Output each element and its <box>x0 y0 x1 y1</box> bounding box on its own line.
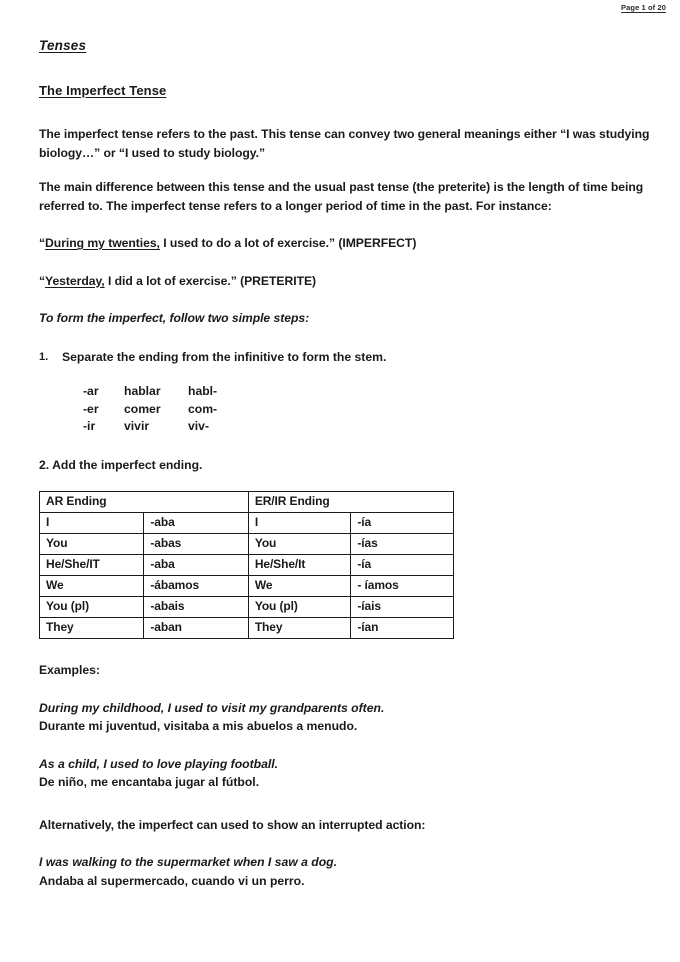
example-spanish: Andaba al supermercado, cuando vi un perro. <box>39 873 305 888</box>
spacer <box>39 436 651 456</box>
spacer <box>39 834 651 853</box>
cell-ar-ending: -aba <box>144 555 248 576</box>
stem-ending: -ar <box>83 384 99 398</box>
cell-erir-pronoun: You (pl) <box>248 597 351 618</box>
cell-erir-ending: -ían <box>351 618 454 639</box>
example-english: During my childhood, I used to visit my grandparents often. <box>39 700 385 715</box>
spacer <box>39 328 651 348</box>
stem-infinitive: hablar <box>124 384 161 398</box>
spacer <box>39 792 651 816</box>
cell-erir-ending: -ía <box>351 513 454 534</box>
spacer <box>39 290 651 309</box>
stem-infinitive: vivir <box>124 419 150 433</box>
paragraph-definition: The imperfect tense refers to the past. This tense can convey two general meanings either “I was studying biology…” or “I used to study biology.” <box>39 127 650 160</box>
cell-ar-pronoun: He/She/IT <box>40 555 144 576</box>
cell-ar-ending: -ábamos <box>144 576 248 597</box>
table-row <box>40 618 454 639</box>
spacer <box>39 99 651 125</box>
example-quote-imperfect <box>39 234 651 253</box>
stem-infinitive: comer <box>124 401 161 416</box>
steps-intro-text: To form the imperfect, follow two simple steps: <box>39 311 310 325</box>
paragraph-difference: The main difference between this tense and the usual past tense (the preterite) is the length of time being referred to. The imperfect tense refers to a longer period of time in the past. For instance: <box>39 180 644 213</box>
cell-erir-ending: - íamos <box>351 576 454 597</box>
table-row <box>40 555 454 576</box>
table-row <box>40 576 454 597</box>
example-quote-preterite <box>39 272 651 291</box>
stem-root: habl- <box>188 384 218 398</box>
quote-remainder: I used to do a lot of exercise.” (IMPERFECT) <box>159 236 417 250</box>
stem-ending: -ir <box>83 419 96 433</box>
stem-examples-block <box>83 383 651 436</box>
page-number-header: Page 1 of 20 <box>621 3 666 12</box>
cell-ar-pronoun: You <box>40 534 144 555</box>
document-content <box>39 38 651 890</box>
quote-open: “ <box>39 236 46 250</box>
quote-open: “ <box>39 273 46 288</box>
table-header-row <box>40 492 454 513</box>
stem-ending: -er <box>83 401 99 416</box>
spacer <box>39 162 651 178</box>
cell-erir-pronoun: He/She/It <box>248 555 351 576</box>
spacer <box>39 215 651 234</box>
spacer <box>39 474 651 491</box>
quote-remainder: I did a lot of exercise.” (PRETERITE) <box>104 273 317 288</box>
page-title: Tenses <box>39 38 87 53</box>
table-row <box>40 513 454 534</box>
cell-erir-ending: -ías <box>351 534 454 555</box>
table-row <box>40 534 454 555</box>
examples-heading: Examples: <box>39 663 100 677</box>
step-text: Separate the ending from the infinitive to form the stem. <box>62 349 387 364</box>
spacer <box>39 639 651 661</box>
cell-ar-pronoun: We <box>40 576 144 597</box>
step-item-2: 2. Add the imperfect ending. <box>39 457 203 472</box>
cell-ar-ending: -abas <box>144 534 248 555</box>
imperfect-endings-table <box>39 491 454 639</box>
cell-ar-ending: -aban <box>144 618 248 639</box>
spacer <box>39 736 651 755</box>
cell-erir-pronoun: We <box>248 576 351 597</box>
spacer <box>39 253 651 272</box>
example-spanish: Durante mi juventud, visitaba a mis abuelos a menudo. <box>39 719 358 733</box>
step-number: 1. <box>39 350 49 363</box>
example-spanish: De niño, me encantaba jugar al fútbol. <box>39 775 260 789</box>
stem-row <box>83 383 651 401</box>
cell-ar-pronoun: You (pl) <box>40 597 144 618</box>
spacer <box>39 366 651 383</box>
section-heading-imperfect-tense: The Imperfect Tense <box>39 83 167 98</box>
quote-underlined-phrase: During my twenties, <box>45 236 160 250</box>
step-item-1 <box>39 348 651 367</box>
cell-erir-pronoun: You <box>248 534 351 555</box>
stem-root: viv- <box>188 419 210 433</box>
cell-ar-pronoun: I <box>40 513 144 534</box>
quote-underlined-phrase: Yesterday, <box>45 273 105 288</box>
cell-ar-ending: -abais <box>144 597 248 618</box>
table-header-ar: AR Ending <box>40 492 249 513</box>
example-english: I was walking to the supermarket when I saw a dog. <box>39 855 337 869</box>
cell-ar-ending: -aba <box>144 513 248 534</box>
cell-erir-ending: -íais <box>351 597 454 618</box>
cell-erir-pronoun: I <box>248 513 351 534</box>
stem-row <box>83 418 651 436</box>
cell-ar-pronoun: They <box>40 618 144 639</box>
cell-erir-ending: -ía <box>351 555 454 576</box>
spacer <box>39 680 651 699</box>
cell-erir-pronoun: They <box>248 618 351 639</box>
stem-root: com- <box>188 401 218 416</box>
stem-row <box>83 401 651 419</box>
table-row <box>40 597 454 618</box>
spacer <box>39 54 651 83</box>
alternative-use-text: Alternatively, the imperfect can used to show an interrupted action: <box>39 817 426 832</box>
table-header-erir: ER/IR Ending <box>248 492 453 513</box>
example-english: As a child, I used to love playing football. <box>39 756 279 771</box>
